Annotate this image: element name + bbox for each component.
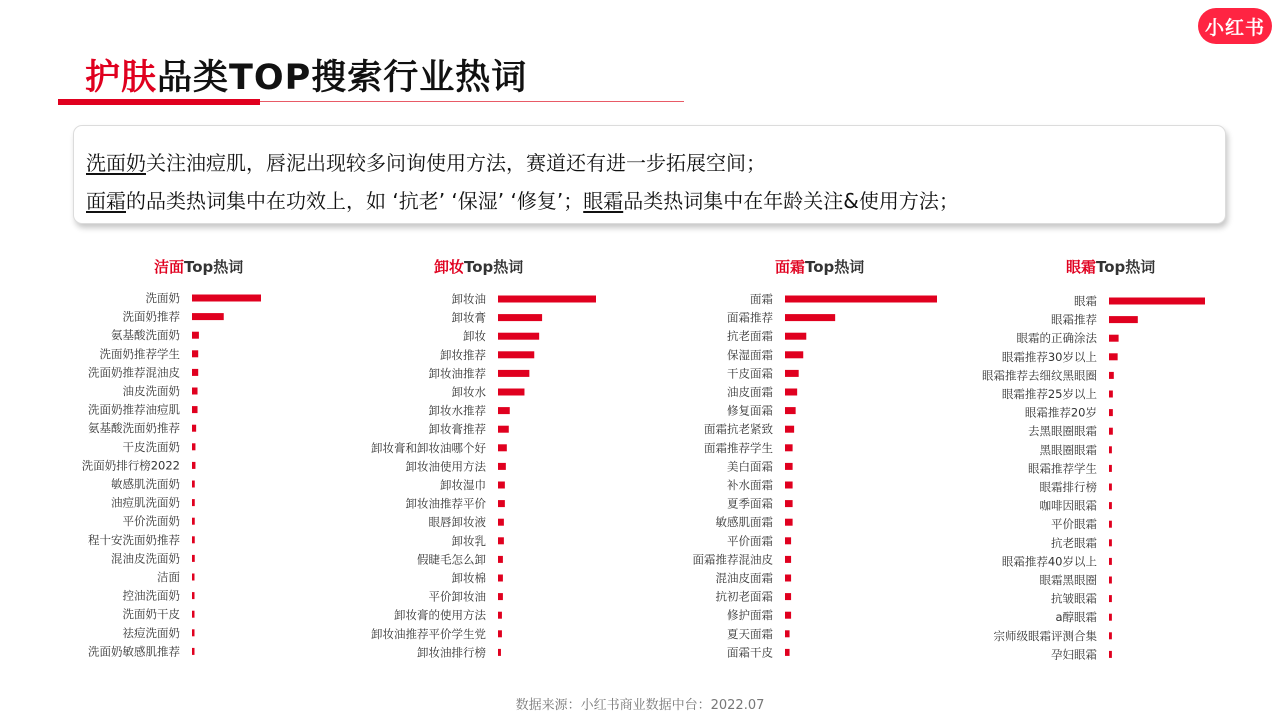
bar — [1109, 465, 1112, 472]
category-label: 保湿面霜 — [727, 347, 773, 362]
category-label: 面霜 — [750, 292, 773, 306]
category-label: 洗面奶干皮 — [122, 607, 180, 622]
category-label: 平价面霜 — [727, 533, 773, 548]
bar — [1109, 651, 1112, 658]
category-label: 卸妆水 — [451, 385, 486, 399]
bar — [1109, 372, 1114, 379]
category-label: 卸妆膏推荐 — [428, 422, 486, 437]
category-label: 眼霜推荐30岁以上 — [1001, 349, 1097, 364]
category-label: 卸妆膏的使用方法 — [394, 608, 486, 623]
summary-line-1-text: 关注油痘肌，唇泥出现较多问询使用方法，赛道还有进一步拓展空间； — [146, 151, 766, 175]
category-label: 面霜抗老紧致 — [704, 422, 773, 437]
bar — [1109, 446, 1112, 453]
category-label: 卸妆油推荐平价 — [405, 496, 486, 511]
bar — [1109, 335, 1119, 342]
category-label: 抗皱眼霜 — [1051, 591, 1097, 606]
category-label: 洗面奶推荐 — [122, 309, 180, 324]
bar — [1109, 484, 1112, 491]
keyword-cleanser: 洗面奶 — [86, 151, 146, 175]
category-label: 夏天面霜 — [727, 626, 773, 641]
category-label: 油皮洗面奶 — [122, 384, 180, 398]
category-label: 卸妆油使用方法 — [405, 459, 486, 474]
category-label: 卸妆油 — [451, 292, 486, 306]
category-label: 洗面奶排行榜2022 — [81, 458, 180, 473]
bar — [1109, 502, 1112, 509]
category-label: 卸妆膏 — [451, 310, 486, 325]
keyword-face-cream: 面霜 — [86, 189, 126, 213]
bar — [1109, 595, 1112, 602]
category-label: 美白面霜 — [727, 459, 773, 474]
category-label: 面霜干皮 — [727, 645, 773, 660]
category-label: 洗面奶敏感肌推荐 — [88, 644, 180, 659]
category-label: 面霜推荐学生 — [704, 440, 773, 455]
category-label: 咖啡因眼霜 — [1039, 498, 1097, 513]
category-label: 干皮洗面奶 — [122, 439, 180, 454]
category-label: 平价洗面奶 — [122, 514, 180, 529]
data-source-footer: 数据来源：小红书商业数据中台：2022.07 — [515, 698, 765, 713]
chart-title-rest: Top热词 — [464, 258, 524, 276]
category-label: 敏感肌面霜 — [715, 515, 773, 530]
category-label: 夏季面霜 — [727, 496, 773, 511]
bar — [1109, 428, 1113, 435]
category-label: 混油皮洗面奶 — [111, 551, 180, 566]
bar — [1109, 409, 1113, 416]
bar — [1109, 521, 1112, 528]
page-title-accent: 护肤 — [85, 58, 158, 98]
category-label: 卸妆推荐 — [440, 347, 486, 362]
category-label: 干皮面霜 — [727, 366, 773, 381]
category-label: 修护面霜 — [727, 608, 773, 623]
category-label: 卸妆油推荐平价学生党 — [371, 626, 486, 641]
category-label: 油皮面霜 — [727, 385, 773, 399]
bar — [1109, 391, 1113, 398]
chart-title-rest: Top热词 — [184, 258, 244, 276]
category-label: 眼霜推荐去细纹黑眼圈 — [982, 368, 1097, 383]
category-label: 卸妆油排行榜 — [417, 645, 486, 660]
category-label: 敏感肌洗面奶 — [111, 477, 180, 491]
chart-title-hl: 洁面 — [154, 258, 185, 276]
category-label: 眼霜黑眼圈 — [1039, 573, 1097, 587]
summary-line-2-text-b: 品类热词集中在年龄关注&使用方法； — [623, 189, 959, 213]
category-label: 宗师级眼霜评测合集 — [993, 628, 1097, 643]
page-title-rest: 品类TOP搜索行业热词 — [157, 58, 528, 98]
xiaohongshu-logo: 小红书 — [1198, 8, 1272, 44]
category-label: 眼霜排行榜 — [1039, 480, 1097, 494]
category-label: 程十安洗面奶推荐 — [88, 532, 180, 547]
category-label: 油痘肌洗面奶 — [111, 495, 180, 510]
category-label: 洗面奶推荐学生 — [99, 346, 180, 361]
category-label: 卸妆棉 — [451, 571, 486, 585]
category-label: 抗老面霜 — [727, 329, 773, 344]
chart-title-rest: Top热词 — [1096, 258, 1156, 276]
category-label: 眼霜推荐25岁以上 — [1001, 387, 1097, 401]
category-label: 抗老眼霜 — [1051, 535, 1097, 550]
bar — [1109, 316, 1138, 323]
chart-title-hl: 卸妆 — [434, 258, 465, 276]
category-label: 氨基酸洗面奶推荐 — [88, 421, 180, 436]
bar — [1109, 558, 1112, 565]
bar — [1109, 539, 1112, 546]
category-label: 眼霜推荐 — [1051, 312, 1097, 327]
category-label: 眼霜的正确涂法 — [1016, 331, 1097, 346]
category-label: 洗面奶推荐混油皮 — [88, 365, 180, 380]
bar — [1109, 298, 1205, 305]
chart-title-hl: 面霜 — [775, 258, 806, 276]
chart-title-hl: 眼霜 — [1066, 258, 1097, 276]
category-label: 卸妆 — [463, 329, 486, 344]
category-label: 眼霜推荐学生 — [1028, 461, 1097, 476]
category-label: 面霜推荐混油皮 — [692, 552, 773, 567]
summary-line-2-text-a: 的品类热词集中在功效上，如 ‘抗老’ ‘保湿’ ‘修复’； — [126, 189, 584, 213]
category-label: 眼霜推荐20岁 — [1024, 405, 1097, 420]
category-label: 控油洗面奶 — [122, 588, 180, 603]
category-label: 卸妆油推荐 — [428, 366, 486, 381]
category-label: 孕妇眼霜 — [1051, 647, 1097, 662]
category-label: 修复面霜 — [727, 403, 773, 418]
category-label: 混油皮面霜 — [715, 571, 773, 585]
category-label: 平价卸妆油 — [428, 589, 486, 604]
category-label: 平价眼霜 — [1051, 517, 1097, 532]
category-label: 氨基酸洗面奶 — [111, 328, 180, 343]
bar — [1109, 353, 1118, 360]
category-label: 洁面 — [157, 570, 180, 584]
category-label: 卸妆水推荐 — [428, 403, 486, 418]
category-label: 眼霜推荐40岁以上 — [1001, 554, 1097, 569]
category-label: a醇眼霜 — [1055, 610, 1097, 625]
category-label: 眼唇卸妆液 — [428, 515, 486, 530]
chart-title-rest: Top热词 — [805, 258, 865, 276]
keyword-eye-cream: 眼霜 — [583, 189, 624, 213]
category-label: 假睫毛怎么卸 — [417, 552, 486, 567]
category-label: 去黑眼圈眼霜 — [1028, 424, 1097, 439]
category-label: 黑眼圈眼霜 — [1039, 442, 1097, 457]
category-label: 卸妆湿巾 — [440, 478, 486, 492]
category-label: 祛痘洗面奶 — [122, 625, 180, 640]
category-label: 洗面奶 — [145, 291, 180, 305]
category-label: 抗初老面霜 — [715, 589, 773, 604]
category-label: 补水面霜 — [727, 478, 773, 492]
category-label: 面霜推荐 — [727, 310, 773, 325]
category-label: 眼霜 — [1074, 294, 1097, 308]
bar — [1109, 577, 1112, 584]
category-label: 洗面奶推荐油痘肌 — [88, 402, 180, 417]
bar — [1109, 632, 1112, 639]
category-label: 卸妆膏和卸妆油哪个好 — [371, 440, 486, 455]
bar — [1109, 614, 1112, 621]
category-label: 卸妆乳 — [451, 533, 486, 548]
